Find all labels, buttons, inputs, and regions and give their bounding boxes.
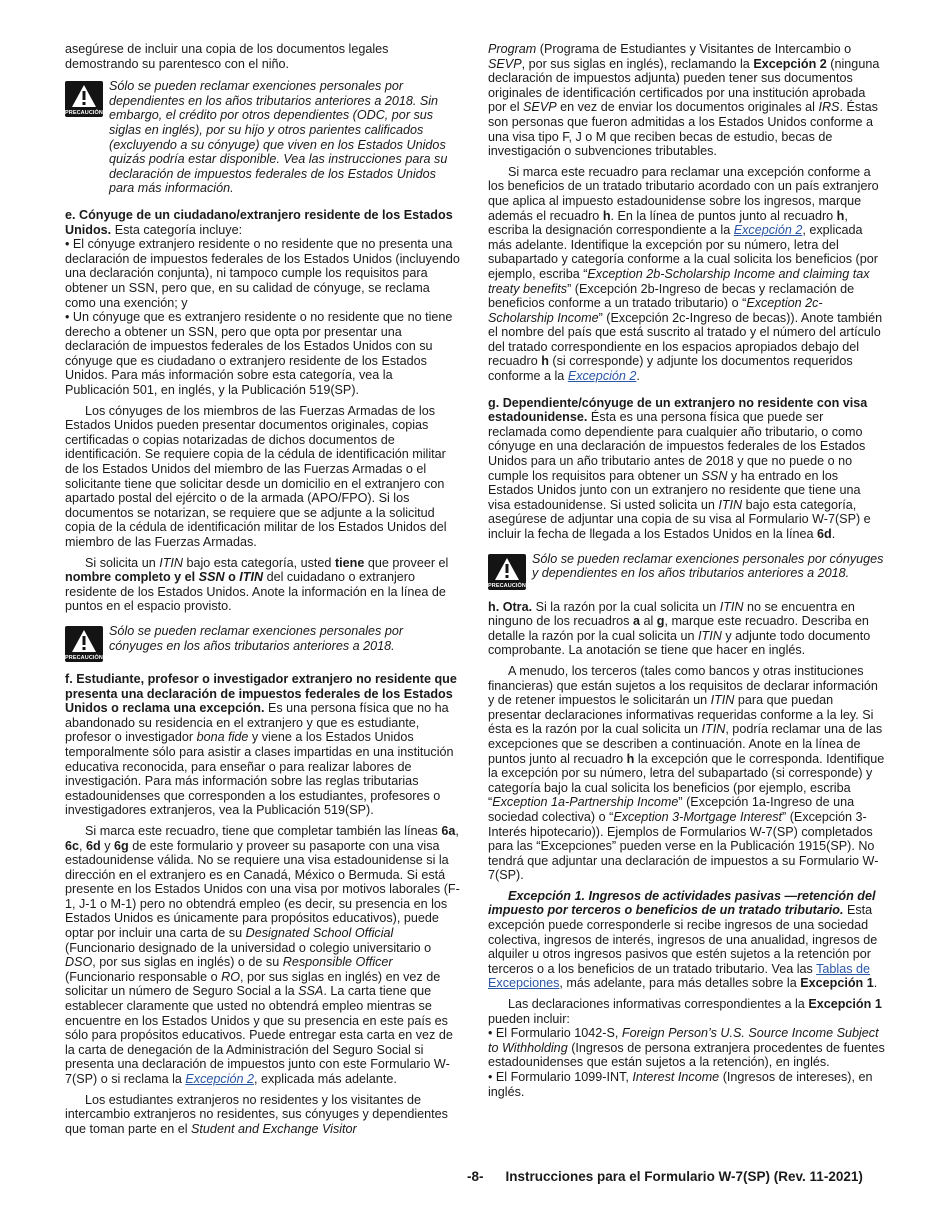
info-returns-paragraph	[488, 997, 885, 1026]
text-run: o	[224, 570, 240, 585]
text-run: 6g	[114, 838, 129, 853]
text-run: y adjunte todo documento comprobante. La anotación se tiene que hacer en inglés.	[488, 628, 871, 658]
text-run: Exception 1a-Partnership Income	[492, 795, 679, 810]
paragraph-intro: asegúrese de incluir una copia de los documentos legales demostrando su parentesco con el niño.	[65, 42, 389, 71]
exception-2-link[interactable]: Excepción 2	[567, 369, 637, 384]
text-run: Program	[488, 42, 537, 56]
section-h-paragraph	[488, 600, 885, 658]
exception-1-paragraph	[488, 889, 885, 991]
text-run: Excepción 1	[800, 976, 874, 991]
caution-block-1	[65, 79, 460, 196]
text-run: , por sus siglas en inglés) o de su	[92, 955, 283, 970]
text-run: ITIN	[159, 555, 183, 570]
section-f-paragraph-2	[65, 824, 460, 1087]
text-run: ” (Excepción 1a-Ingreso de una sociedad colectiva) o “	[488, 795, 855, 824]
text-run: Designated School Official	[245, 926, 394, 941]
text-run: ” (Excepción 3-Interés hipotecario)). Ejemplos de Formularios W-7(SP) completados para las “Excepciones” pueden verse en la Publicación 1915(SP). No tendrá que adjuntar una declaración de impuestos a su Formulario W-7(SP).	[488, 809, 879, 883]
caution-label: PRECAUCIÓN	[65, 654, 103, 661]
section-e-bullet-1: • El cónyuge extranjero residente o no residente que no presenta una declaración de impuestos federales de los Estados Unidos (incluyendo una declaración conjunta), ni tampoco cumple los requisitos para obtener un SSN, pero que, en su calidad de cónyuge, se reclama como una exención; y	[65, 237, 460, 310]
text-run: ” (Excepción 2c-Ingreso de becas)). Anote también el nombre del país que está suscrito al tratado y el número del artículo del tratado correspondiente en los espacios apropiados debajo del recuadro	[488, 310, 883, 369]
text-run: bajo esta categoría, usted	[183, 555, 335, 570]
text-run: SSA	[298, 984, 324, 999]
section-e-bullet-2: • Un cónyuge que es extranjero residente o no residente que no tiene derecho a obtener un SSN, pero que opta por presentar una declaración de impuestos federales de los Estados Unidos con su cónyuge que es ciudadano o extranjero residente de los Estados Unidos. Para más información sobre esta categoría, vea la Publicación 501, en inglés, y la Publicación 519(SP).	[65, 310, 453, 398]
text-run: a	[632, 614, 640, 629]
caution-label: PRECAUCIÓN	[65, 110, 103, 117]
text-run: Esta excepción puede corresponderle si recibe ingresos de una sociedad colectiva, ingresos de interés, ingresos de una anualidad, ingresos de alquiler u otros ingresos pasivos que estén sujetos a la retención por terceros o a los beneficios de un tratado tributario. Vea las	[488, 903, 878, 976]
text-run: SSN	[701, 468, 728, 483]
text-run: Student and Exchange Visitor	[191, 1121, 357, 1136]
text-run: h	[626, 751, 635, 766]
text-run: ITIN	[718, 497, 743, 512]
text-run: Las declaraciones informativas correspondientes a la	[508, 997, 809, 1012]
text-run: bajo esta categoría, asegúrese de adjuntar una copia de su visa al Formulario W-7(SP) e incluir la fecha de llegada a los Estados Unidos en la línea	[488, 497, 871, 541]
text-run: g	[656, 614, 665, 629]
text-run: 6d	[817, 527, 832, 541]
text-run: h	[602, 208, 611, 223]
text-run: Interest Income	[632, 1070, 720, 1084]
treaty-paragraph	[488, 165, 885, 384]
section-e-heading-paragraph	[65, 208, 460, 237]
text-run: (Funcionario responsable o	[65, 969, 222, 984]
caution-text: Sólo se pueden reclamar exenciones personales por dependientes en los años tributarios anteriores a 2018. Sin embargo, el crédito por otros dependientes (ODC, por sus siglas en inglés), por su hijo y otros parientes calificados (excluyendo a su cónyuge) que viven en los Estados Unidos quizás podría estar disponible. Vea las instrucciones para su declaración de impuestos federales de los Estados Unidos para más información.	[109, 79, 448, 196]
text-run: de este formulario y proveer su pasaporte con una visa estadounidense válida. No se requiere una visa estadounidense si la dirección en el extranjero es en Canadá, México o Bermuda. Si está presente en los Estados Unidos con una visa por motivos laborales (F-1, J-1 o M-1) pero no obtendrá empleo (es decir, su presencia en los Estados Unidos es únicamente para propósitos educativos), puede optar por incluir una carta de su	[65, 838, 460, 941]
text-run: ITIN	[239, 570, 264, 585]
text-run: Exception 2c-Scholarship Income	[488, 296, 823, 325]
text-run: Es una persona física que no ha abandonado su residencia en el extranjero y que es estudiante, profesor o investigador	[65, 701, 449, 745]
text-run: Si marca este recuadro para reclamar una excepción conforme a los beneficios de un tratado tributario acordado con un país extranjero que aplica al impuesto estadounidense sobre los ingresos, marque además el recuadro	[488, 164, 879, 223]
caution-label: PRECAUCIÓN	[488, 582, 526, 589]
left-column	[65, 42, 460, 1136]
text-run: que proveer el	[364, 555, 449, 570]
text-run: (ninguna declaración de impuestos adjunta) pueden tener sus documentos originales de identificación certificados por una institución aprobada por el	[488, 56, 880, 115]
section-e-itin-paragraph	[65, 556, 460, 614]
text-run: 6a	[441, 823, 456, 838]
exception-tables-link[interactable]: Tablas de Excepciones	[488, 961, 871, 991]
text-run: , podría reclamar una de las excepciones que se describen a continuación. Anote en la línea de puntos junto al recuadro	[488, 722, 883, 766]
text-run: no se encuentra en ninguno de los recuadros	[488, 599, 855, 629]
text-run: Ésta es una persona física que puede ser reclamada como dependiente para cualquier año tributario, o como cónyuge en una declaración de impuestos federales de los Estados Unidos para un año tributario antes de 2018 y que no puede o no cumple los requisitos para obtener un	[488, 410, 866, 483]
text-run: IRS	[818, 100, 840, 115]
section-f-paragraph-3	[65, 1093, 460, 1137]
page-footer	[467, 1170, 887, 1185]
section-e-heading: e. Cónyuge de un ciudadano/extranjero residente de los Estados Unidos.	[65, 207, 453, 237]
text-run: . Éstas son personas que fueron admitidas a los Estados Unidos conforme a una visa tipo F, J o M que reciben becas de estudio, becas de investigación o subvenciones tributables.	[488, 100, 878, 159]
section-f-heading: f. Estudiante, profesor o investigador extranjero no residente que presenta una declaración de impuestos federales de los Estados Unidos o reclama una excepción.	[65, 671, 457, 716]
text-run: , por sus siglas en inglés) en vez de solicitar un número de Seguro Social a la	[65, 969, 441, 999]
text-run: al	[639, 614, 657, 629]
text-run: ITIN	[719, 599, 744, 614]
text-run: para que puedan presentar declaraciones informativas requeridas conforme a la ley. Si ésta es la razón por la cual solicita un	[488, 693, 874, 737]
text-run: SEVP	[488, 56, 522, 71]
text-run: . En la línea de puntos junto al recuadro	[610, 208, 837, 223]
text-run: ,	[79, 838, 87, 853]
text-run: • El Formulario 1099-INT,	[488, 1070, 633, 1084]
text-run: ITIN	[710, 693, 735, 708]
text-run: ITIN	[701, 722, 726, 737]
text-run: (Programa de Estudiantes y Visitantes de Intercambio o	[536, 42, 852, 56]
text-run: del cuidadano o extranjero residente de los Estados Unidos. Anote la información en la línea de puntos en el espacio provisto.	[65, 570, 446, 614]
text-run: 6d	[86, 838, 101, 853]
text-run: ,	[455, 823, 459, 838]
text-run: Exception 3-Mortgage Interest	[613, 809, 783, 824]
caution-block-3	[488, 552, 885, 588]
text-run: SEVP	[523, 100, 557, 115]
caution-block-2	[65, 624, 460, 660]
text-run: ITIN	[698, 628, 722, 643]
text-run: Si marca este recuadro, tiene que completar también las líneas	[85, 823, 442, 838]
text-run: Si solicita un	[85, 555, 160, 570]
caution-icon	[65, 81, 103, 117]
section-h-paragraph-2	[488, 664, 885, 883]
text-run: , escriba la designación correspondiente a la	[488, 208, 848, 238]
section-h-heading: h. Otra.	[488, 599, 533, 614]
text-run: .	[831, 527, 836, 541]
exception-1-heading: Excepción 1. Ingresos de actividades pasivas —retención del impuesto por terceros o beneficios de un tratado tributario.	[488, 888, 876, 918]
page-number: -8-	[467, 1169, 484, 1184]
text-run: DSO	[65, 955, 93, 970]
section-e-armed-forces: Los cónyuges de los miembros de las Fuerzas Armadas de los Estados Unidos pueden presentar documentos originales, copias certificadas o copias notarizadas de dichos documentos de identificación. Se requiere copia de la cédula de identificación militar de los Estados Unidos del miembro de las Fuerzas Armadas o el solicitante tiene que solicitar desde un domicilio en el extranjero con apartado postal del ejército o de la armada (APO/FPO). Si los documentos se notarizan, se requiere que se adjunte a la solicitud copia de la cédula de identificación militar de los Estados Unidos del miembro de las Fuerzas Armadas.	[65, 403, 447, 549]
caution-icon	[488, 554, 526, 590]
text-run: ” (Excepción 2b-Ingreso de becas y reclamación de beneficios conforme a un tratado tributario) o “	[488, 281, 855, 311]
text-run: . La carta tiene que establecer claramente que usted no obtendrá empleo mientras se encuentre en los Estados Unidos y que su presencia en este país es sólo para propósitos educativos. Puede entregar esta carta en vez de la carta de denegación de la Administración del Seguro Social si presenta una declaración de impuestos junto con este Formulario W-7(SP) o si reclama la	[65, 984, 453, 1086]
footer-title: Instrucciones para el Formulario W-7(SP) (Rev. 11-2021)	[505, 1169, 863, 1184]
text-run: , explicada más adelante.	[254, 1072, 397, 1086]
text-run: 6c	[65, 838, 80, 853]
text-run: RO	[221, 969, 241, 984]
text-run: y viene a los Estados Unidos temporalmente sólo para asistir a clases impartidas en una institución educativa reconocida, para enseñar o para realizar labores de investigación. Para más información sobre las reglas tributarias estadounidenses que corresponden a los estudiantes, profesores o investigadores extranjeros, vea la Publicación 519(SP).	[65, 730, 454, 818]
text-run: y	[100, 838, 115, 853]
text-run: (Ingresos de persona extranjera procedentes de fuentes estadounidenses que están sujetos a la retención), en inglés.	[488, 1040, 885, 1070]
info-returns-bullet-2	[488, 1070, 885, 1099]
caution-icon	[65, 626, 103, 662]
text-run: h	[541, 354, 549, 369]
text-run: , más adelante, para más detalles sobre la	[559, 976, 801, 991]
info-returns-bullet-1	[488, 1026, 885, 1070]
text-run: , explicada más adelante. Identifique la excepción por su número, letra del subapartado y categoría conforme a la cual solicita los beneficios (por ejemplo, escriba “	[488, 223, 878, 281]
exception-2-link[interactable]: Excepción 2	[185, 1072, 254, 1086]
section-e-intro: Esta categoría incluye:	[114, 222, 243, 237]
text-run: Si la razón por la cual solicita un	[532, 599, 720, 614]
text-run: la excepción que le corresponda. Identifique la excepción por su número, letra del subapartado (si corresponde) y categoría bajo la cual solicita los beneficios (por ejemplo, escriba “	[488, 751, 885, 810]
text-run: , marque este recuadro. Describa en detalle la razón por la cual solicita un	[488, 614, 869, 643]
text-run: • El Formulario 1042-S,	[488, 1026, 622, 1041]
text-run: bona fide	[196, 730, 249, 745]
text-run: .	[636, 369, 640, 384]
text-run: (si corresponde) y adjunte los documentos requeridos conforme a la	[488, 354, 853, 384]
text-run: (Ingresos de intereses), en inglés.	[488, 1070, 873, 1099]
caution-text: Sólo se pueden reclamar exenciones personales por cónyuges y dependientes en los años tributarios anteriores a 2018.	[532, 551, 884, 581]
section-g-paragraph	[488, 396, 885, 542]
text-run: y ha entrado en los Estados Unidos junto con un extranjero no residente que tiene una visa estadounidense. Si usted solicita un	[488, 468, 861, 512]
section-g-heading: g. Dependiente/cónyuge de un extranjero no residente con visa estadounidense.	[488, 395, 868, 425]
text-run: en vez de enviar los documentos originales al	[556, 100, 819, 115]
text-run: A menudo, los terceros (tales como bancos y otras instituciones financieras) que están sujetos a los requisitos de declarar información y de retener impuestos le solicitarán un	[488, 663, 878, 708]
caution-text: Sólo se pueden reclamar exenciones personales por cónyuges en los años tributarios anteriores a 2018.	[109, 623, 404, 653]
text-run: tiene	[334, 555, 365, 570]
text-run: Excepción 2	[753, 56, 827, 71]
text-run: (Funcionario designado de la universidad o colegio universitario o	[65, 940, 432, 955]
text-run: SSN	[198, 570, 225, 585]
exception-2-link[interactable]: Excepción 2	[733, 223, 803, 238]
text-run: , por sus siglas en inglés), reclamando la	[521, 56, 754, 71]
text-run: pueden incluir:	[488, 1011, 570, 1026]
text-run: Excepción 1	[808, 997, 882, 1012]
right-column	[488, 42, 885, 1099]
text-run: Responsible Officer	[282, 955, 393, 970]
text-run: Foreign Person’s U.S. Source Income Subject to Withholding	[488, 1026, 879, 1055]
text-run: .	[873, 976, 878, 991]
section-f-paragraph	[65, 672, 460, 818]
sevp-continuation	[488, 42, 885, 159]
text-run: h	[836, 208, 845, 223]
text-run: nombre completo y el	[65, 570, 199, 585]
text-run: Exception 2b-Scholarship Income and claiming tax treaty benefits	[488, 266, 870, 296]
text-run: Los estudiantes extranjeros no residentes y los visitantes de intercambio extranjeros no residentes, sus cónyuges y dependientes que toman parte en el	[65, 1092, 448, 1136]
